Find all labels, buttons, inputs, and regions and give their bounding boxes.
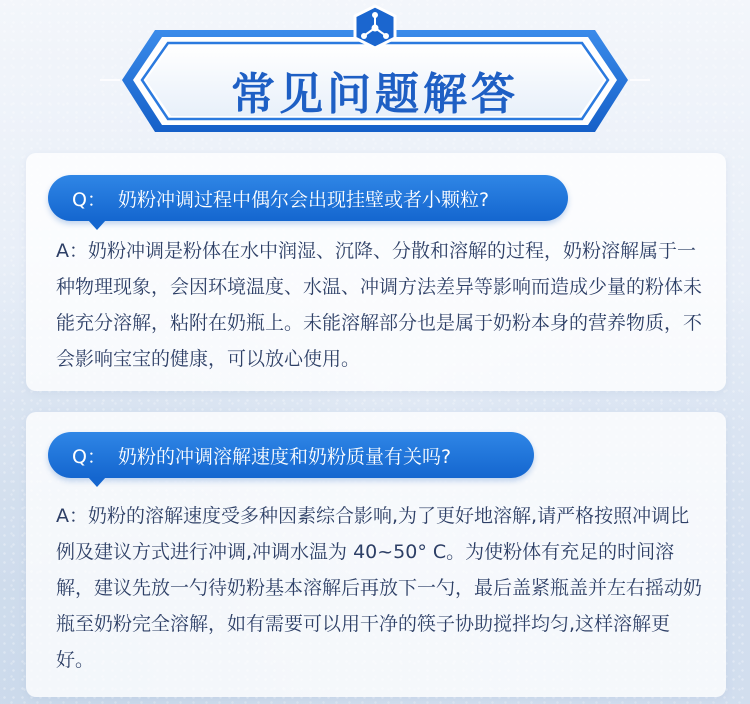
question-prefix: Q：: [72, 188, 106, 211]
question-text: 奶粉冲调过程中偶尔会出现挂壁或者小颗粒?: [117, 188, 490, 211]
answer-text-block: [56, 233, 704, 377]
page-title: 常见问题解答: [231, 69, 519, 120]
answer-prefix: A：: [56, 240, 88, 262]
question-bubble: [48, 175, 568, 221]
answer-text: 奶粉冲调是粉体在水中润湿、沉降、分散和溶解的过程，奶粉溶解属于一种物理现象，会因环境温度、水温、冲调方法差异等影响而造成少量的粉体未能充分溶解，粘附在奶瓶上。未能溶解部分也是属于奶粉本身的营养物质，不会影响宝宝的健康，可以放心使用。: [56, 240, 703, 370]
question-text: 奶粉的冲调溶解速度和奶粉质量有关吗?: [117, 445, 452, 468]
question-bubble: [48, 432, 534, 478]
faq-card-2: [26, 412, 726, 697]
answer-text: 奶粉的溶解速度受多种因素综合影响,为了更好地溶解,请严格按照冲调比例及建议方式进行冲调,冲调水温为 40~50° C。为使粉体有充足的时间溶解，建议先放一勺待奶粉基本溶解后再放下一勺，最后盖紧瓶盖并左右摇动奶瓶至奶粉完全溶解，如有需要可以用干净的筷子协助搅拌均匀,这样溶解更好。: [56, 505, 703, 671]
answer-prefix: A：: [56, 505, 88, 527]
faq-card-1: [26, 153, 726, 391]
answer-text-block: [56, 498, 704, 678]
title-banner: [0, 0, 750, 150]
molecule-icon: [355, 6, 395, 48]
question-prefix: Q：: [72, 445, 106, 468]
